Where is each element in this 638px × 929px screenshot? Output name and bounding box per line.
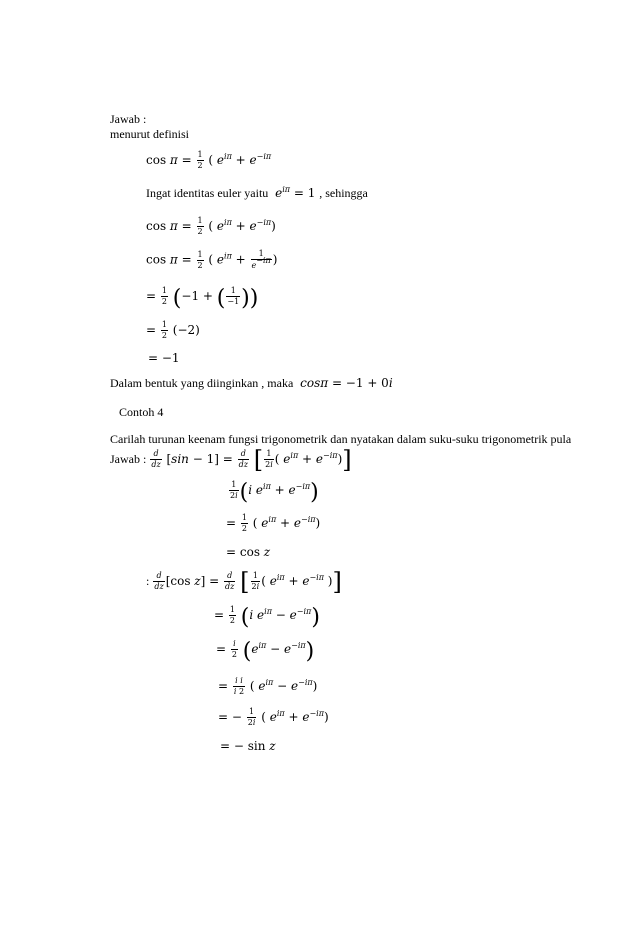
equation-sin-result: = cos z (226, 545, 271, 559)
derivative-cos-colon: : (146, 574, 150, 588)
equation-cos-definition: cos π = $\frac{1}{2}$ ( $e^{i\pi} + e^{-i\pi}$ (146, 150, 272, 170)
equation-cos-step-4: = − $\frac{1}{2i}$ ( $e^{i\pi} + e^{-i\pi}$) (218, 707, 329, 727)
desired-form-line (110, 377, 393, 389)
equation-result-minus-one: = −1 (148, 351, 180, 365)
euler-identity-text: Ingat identitas euler yaitu (146, 186, 269, 200)
euler-identity-equation: $e^{i\pi} = 1$ (275, 185, 320, 200)
equation-derivative-cos: $\frac{d}{dz}$ [cos z] = $\frac{d}{dz}$ [ $\frac{1}{2i}$ ( $e^{i\pi} + e^{-i\pi}$ )] (154, 568, 342, 596)
equation-cos-2: cos π = $\frac{1}{2}$ ( $e^{i\pi} + e^{-i\pi}$) (146, 216, 276, 236)
equation-sin-step-1: $\frac{1}{2i}$ (i $e^{i\pi} + e^{-i\pi}$) (230, 480, 319, 505)
equation-sin-step-2: = $\frac{1}{2}$ ( $e^{i\pi} + e^{-i\pi}$) (226, 513, 321, 533)
answer-line-2 (110, 446, 352, 474)
desired-form-equation: cosπ = −1 + 0i (300, 376, 393, 390)
problem-statement: Carilah turunan keenam fungsi trigonometrik dan nyatakan dalam suku-suku trigonometrik pula (110, 432, 572, 446)
example-title: Contoh 4 (119, 405, 164, 419)
derivative-cos-line (146, 568, 342, 596)
desired-form-text: Dalam bentuk yang diinginkan , maka (110, 376, 294, 390)
equation-cos-3: cos π = $\frac{1}{2}$ ( $e^{i\pi}$ + $\frac{1}{e^{-i\pi}}$ ) (146, 249, 278, 270)
equation-cos-step-3: = $\frac{\text{i i}}{i 2}$ ( $e^{i\pi} - e^{-i\pi}$) (218, 676, 318, 696)
equation-step-half-minus-one: = $\frac{1}{2}$ (−1 + ( $\frac{1}{-1}$ )) (146, 286, 259, 311)
equation-cos-result: = − sin z (220, 739, 276, 753)
answer-label-2: Jawab : (110, 452, 147, 466)
euler-identity-tail: , sehingga (319, 186, 368, 200)
equation-step-minus-two: = $\frac{1}{2}$ (−2) (146, 320, 200, 340)
euler-identity-line (146, 187, 368, 199)
equation-cos-step-1: = $\frac{1}{2}$ (i $e^{i\pi} - e^{-i\pi}$) (214, 605, 320, 630)
equation-cos-step-2: = $\frac{i}{2}$ $(e^{i\pi} - e^{-i\pi})$ (216, 639, 315, 664)
definition-label: menurut definisi (110, 127, 189, 141)
equation-derivative-sin: $\frac{d}{dz}$ [sin − 1] = $\frac{d}{dz}$ [ $\frac{1}{2i}$ ( $e^{i\pi} + e^{-i\pi}$)] (151, 446, 352, 474)
answer-label-1: Jawab : (110, 112, 147, 126)
